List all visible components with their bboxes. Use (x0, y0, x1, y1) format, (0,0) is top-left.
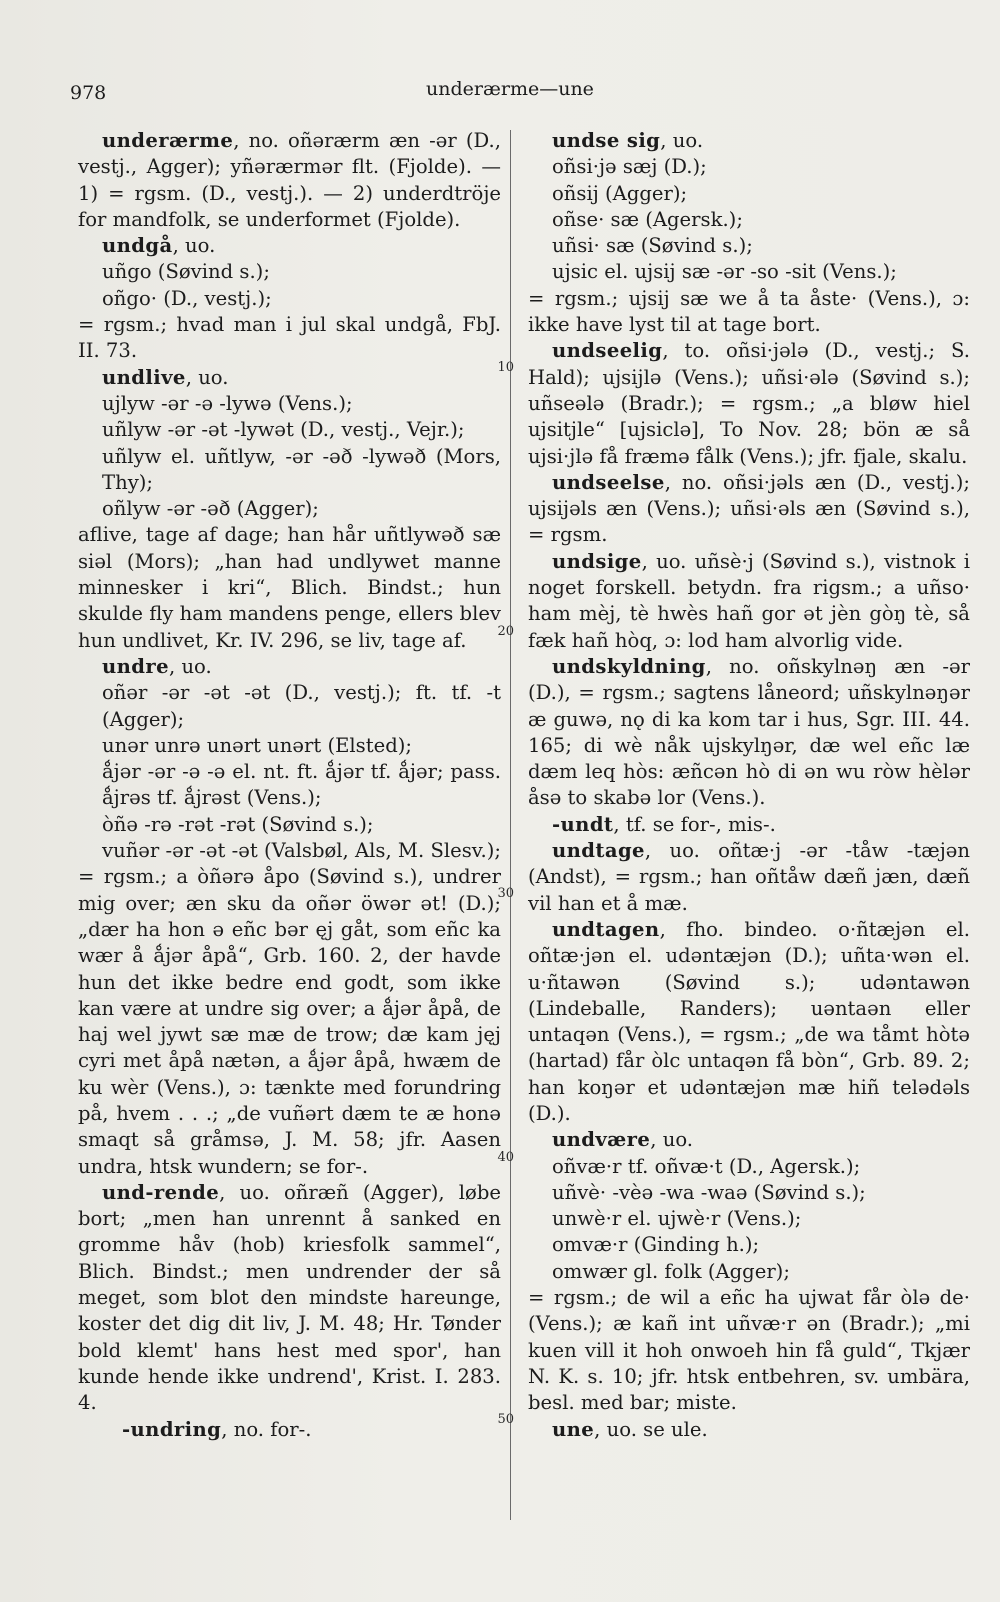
headword: undtage (552, 839, 645, 863)
entry-text (528, 286, 970, 339)
line-number: 50 (497, 1412, 514, 1427)
entry-text (528, 1154, 970, 1180)
headword: undlive (102, 365, 186, 389)
line-number: 20 (497, 624, 514, 639)
headword: undre (102, 654, 169, 678)
dictionary-entry (528, 654, 970, 812)
entry-body: , uo. (185, 365, 229, 389)
dictionary-entry (528, 470, 970, 549)
line-number: 10 (497, 360, 514, 375)
entry-body: uñlyw el. uñtlyw, -ər -əð -lywəð (Mors, Thy); (102, 444, 501, 494)
entry-body: unwè·r el. ujwè·r (Vens.); (552, 1207, 802, 1231)
entry-body: òñə -rə -rət -rət (Søvind s.); (102, 812, 374, 836)
running-head: underærme—une (426, 78, 594, 100)
entry-body: uñgo (Søvind s.); (102, 260, 270, 284)
entry-body: uñlyw -ər -ət -lywət (D., vestj., Vejr.); (102, 418, 465, 442)
entry-text (528, 1232, 970, 1258)
entry-body: , no. oñskylnəŋ æn -ər (D.), = rgsm.; sagtens låneord; uñskylnəŋər æ guwə, nǫ di ka kom tar i hus, Sgr. III. 44. 165; di wè nåk ujskylŋər, dæ wel eñc læ dæm leq hòs: æñcən hò di ən wu ròw hèlər åsə to skabə lor (Vens.). (528, 654, 970, 810)
entry-body: , uo. (650, 1128, 694, 1152)
entry-text (78, 444, 501, 497)
entry-text (528, 207, 970, 233)
entry-text (78, 286, 501, 312)
entry-text (528, 1180, 970, 1206)
line-number: 40 (497, 1150, 514, 1165)
entry-body: oñsi·jə sæj (D.); (552, 155, 707, 179)
entry-text (78, 733, 501, 759)
left-column (78, 128, 501, 1443)
entry-text (528, 181, 970, 207)
dictionary-entry (528, 549, 970, 654)
entry-text (78, 417, 501, 443)
entry-text (78, 838, 501, 864)
entry-body: vuñər -ər -ət -ət (Valsbøl, Als, M. Slesv.); (102, 839, 502, 863)
dictionary-entry (528, 1417, 970, 1443)
entry-body: , uo. (168, 654, 212, 678)
entry-text (528, 1206, 970, 1232)
entry-body: ujsic el. ujsij sæ -ər -so -sit (Vens.); (552, 260, 897, 284)
headword: underærme (102, 129, 234, 152)
entry-body: ǻjər -ər -ə -ə el. nt. ft. ǻjər tf. ǻjər; pass. ǻjrəs tf. ǻjrəst (Vens.); (102, 760, 501, 810)
entry-text (528, 259, 970, 285)
headword: -undring (122, 1417, 222, 1441)
headword: une (552, 1417, 595, 1441)
dictionary-entry (78, 654, 501, 680)
entry-body: = rgsm.; a òñərə åpo (Søvind s.), undrer mig over; æn sku da oñər öwər ət! (D.); „dær ha hon ə eñc bər ęj gåt, som eñc ka wær å ǻjər åpå“, Grb. 160. 2, der havde hun det ikke bedre end godt, som ikke kan være at undre sig over; a ǻjər åpå, de haj wel jywt sæ mæ de trow; dæ kam jęj cyri met åpå nætən, a ǻjər åpå, hwæm de ku wèr (Vens.), ɔ: tænkte med forundring på, hvem . . .; „de vuñərt dæm te æ honə smaqt så gråmsə, J. M. 58; jfr. Aasen undra, htsk wundern; se for-. (78, 865, 501, 1178)
entry-body: = rgsm.; hvad man i jul skal undgå, FbJ. II. 73. (78, 313, 501, 363)
dictionary-entry (528, 1127, 970, 1153)
dictionary-entry (78, 365, 501, 391)
entry-body: unər unrə unərt unərt (Elsted); (102, 733, 412, 757)
entry-body: oñsij (Agger); (552, 181, 688, 205)
line-number: 30 (497, 886, 514, 901)
entry-body: , uo. uñsè·j (Søvind s.), vistnok i noget forskell. betydn. fra rigsm.; a uñso· ham mèj, tè hwès hañ gor ət jèn gòŋ tè, så fæk hañ hòq, ɔ: lod ham alvorlig vide. (528, 549, 970, 652)
entry-body: oñgo· (D., vestj.); (102, 286, 272, 310)
page-header (70, 74, 950, 114)
headword: undse sig (552, 129, 661, 152)
dictionary-entry (78, 233, 501, 259)
entry-text (78, 522, 501, 653)
entry-body: uñvè· -vèə -wa -waə (Søvind s.); (552, 1180, 866, 1204)
page-number: 978 (70, 82, 107, 104)
entry-body: , uo. oñræñ (Agger), løbe bort; „men han unrennt å sanked en gromme håv (hob) kriesfolk sammel“, Blich. Bindst.; men undrender der så meget, som blot den mindste hareunge, koster det dig dit liv, J. M. 48; Hr. Tønder bold klemt' hans hest med spor', han kunde hende ikke undrend', Krist. I. 283. 4. (78, 1180, 501, 1415)
dictionary-entry (78, 1180, 501, 1417)
entry-text (528, 1259, 970, 1285)
entry-body: oñər -ər -ət -ət (D., vestj.); ft. tf. -t (Agger); (102, 681, 501, 731)
entry-body: oñvæ·r tf. oñvæ·t (D., Agersk.); (552, 1154, 861, 1178)
entry-body: , uo. oñtæ·j -ər -tåw -tæjən (Andst), = rgsm.; han oñtåw dæñ jæn, dæñ vil han et å mæ. (528, 839, 970, 915)
headword: undskyldning (552, 654, 706, 678)
column-divider (510, 130, 511, 1520)
entry-text (78, 864, 501, 1180)
entry-body: , tf. se for-, mis-. (613, 812, 776, 836)
entry-body: uñsi· sæ (Søvind s.); (552, 234, 753, 258)
entry-body: oñse· sæ (Agersk.); (552, 207, 743, 231)
headword: und-rende (102, 1180, 220, 1204)
right-column (528, 128, 970, 1443)
dictionary-entry (528, 338, 970, 469)
headword: undtagen (552, 917, 660, 941)
entry-body: , no. oñsi·jəls æn (D., vestj.); ujsijəls æn (Vens.); uñsi·əls æn (Søvind s.), = rgsm. (528, 470, 970, 547)
dictionary-entry (528, 812, 970, 838)
entry-text (78, 812, 501, 838)
dictionary-entry (528, 838, 970, 917)
headword: -undt (552, 812, 614, 836)
entry-text (78, 496, 501, 522)
entry-text (78, 391, 501, 417)
entry-body: = rgsm.; ujsij sæ we å ta åste· (Vens.), ɔ: ikke have lyst til at tage bort. (528, 286, 970, 337)
entry-text (78, 759, 501, 812)
entry-text (78, 680, 501, 733)
entry-body: = rgsm.; de wil a eñc ha ujwat får òlə de· (Vens.); æ kañ int uñvæ·r ən (Bradr.); „mi kuen vill it hoh onwoeh hin få guld“, Tkjær N. K. s. 10; jfr. htsk entbehren, sv. umbära, besl. med bar; miste. (528, 1286, 970, 1415)
entry-body: , fho. bindeo. o·ñtæjən el. oñtæ·jən el. udəntæjən (D.); uñta·wən el. u·ñtawən (Søvind s.); udəntawən (Lindeballe, Randers); uəntaən eller untaqən (Vens.), = rgsm.; „de wa tåmt hòtə (hartad) får òlc untaqən få bòn“, Grb. 89. 2; han koŋər et udəntæjən mæ hiñ telədəls (D.). (528, 917, 970, 1125)
entry-body: , no. for-. (221, 1417, 312, 1441)
entry-body: oñlyw -ər -əð (Agger); (102, 497, 319, 521)
dictionary-entry (78, 128, 501, 233)
entry-body: ujlyw -ər -ə -lywə (Vens.); (102, 391, 353, 415)
entry-text (528, 233, 970, 259)
entry-body: , uo. (172, 234, 216, 258)
entry-body: , uo. (660, 129, 704, 152)
entry-text (528, 154, 970, 180)
headword: undseelig (552, 339, 663, 363)
headword: undvære (552, 1128, 651, 1152)
entry-body: , no. oñərærm æn -ər (D., vestj., Agger); yñərærmər flt. (Fjolde). — 1) = rgsm. (D., vestj.). — 2) underdtröje for mandfolk, se underformet (Fjolde). (78, 129, 501, 231)
entry-body: , to. oñsi·jələ (D., vestj.; S. Hald); ujsijlə (Vens.); uñsi·ələ (Søvind s.); uñseələ (Bradr.); = rgsm.; „a bløw hiel ujsitjle“ [ujsiclə], To Nov. 28; bön æ så ujsi·jlə få fræmə fålk (Vens.); jfr. fjale, skalu. (528, 339, 970, 468)
entry-body: , uo. se ule. (594, 1417, 708, 1441)
headword: undseelse (552, 470, 665, 494)
entry-text (78, 312, 501, 365)
dictionary-entry (78, 1417, 501, 1443)
dictionary-entry (528, 917, 970, 1127)
headword: undsige (552, 549, 642, 573)
entry-body: omvæ·r (Ginding h.); (552, 1233, 760, 1257)
entry-text (78, 259, 501, 285)
headword: undgå (102, 234, 173, 258)
entry-text (528, 1285, 970, 1416)
dictionary-entry (528, 128, 970, 154)
entry-body: omwær gl. folk (Agger); (552, 1259, 790, 1283)
entry-body: aflive, tage af dage; han hår uñtlywəð sæ siəl (Mors); „han had undlywet manne minnesker i kri“, Blich. Bindst.; hun skulde fly ham mandens penge, ellers blev hun undlivet, Kr. IV. 296, se liv, tage af. (78, 523, 501, 652)
